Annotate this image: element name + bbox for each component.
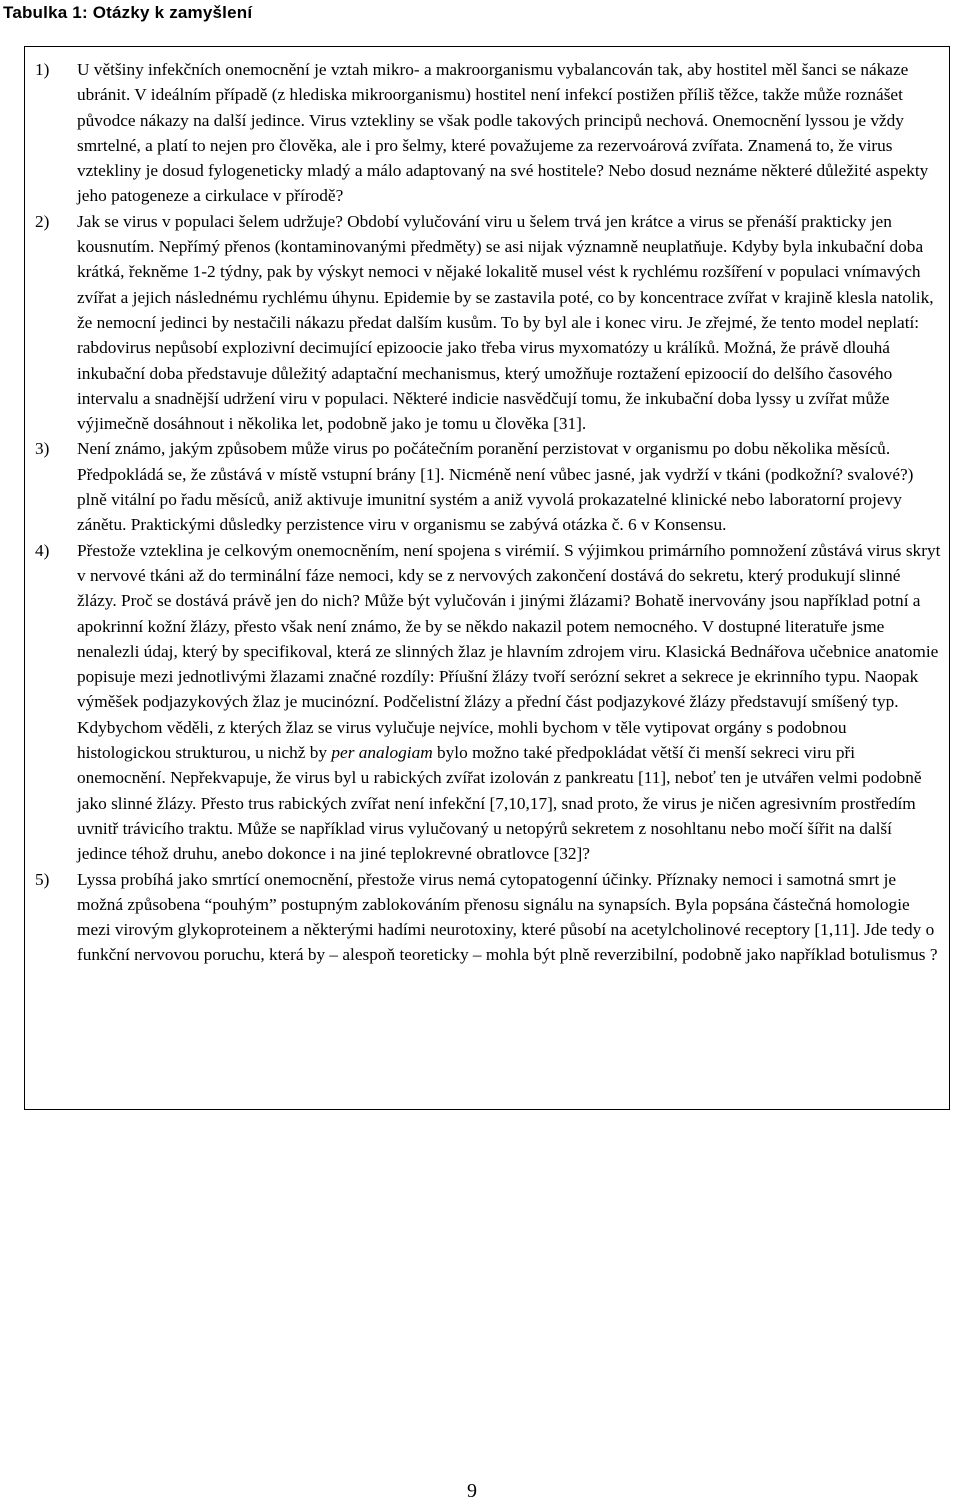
question-item	[25, 209, 941, 437]
question-number: 1)	[35, 60, 50, 79]
question-text	[77, 60, 928, 205]
table-caption: Tabulka 1: Otázky k zamyšlení	[3, 3, 253, 22]
questions-box	[24, 46, 950, 1110]
question-number: 4)	[35, 540, 50, 560]
text-segment: Jak se virus v populaci šelem udržuje? Období vylučování viru u šelem trvá jen krátce a virus se přenáší prakticky jen kousnutím. Nepřímý přenos (kontaminovanými předměty) se asi nijak významně neuplatňuje. Kdyby byla inkubační doba krátká, řekněme 1-2 týdny, pak by výskyt nemoci v nějaké lokalitě musel vést k rychlému rozšíření v populaci vnímavých zvířat a jejich následnému rychlému úhynu. Epidemie by se zastavila poté, co by koncentrace zvířat v krajině klesla natolik, že nemocní jedinci by nestačili nákazu předat dalším kusům. To by byl ale i konec viru. Je zřejmé, že tento model neplatí: rabdovirus nepůsobí explozivní decimující epizoocie jako třeba virus myxomatózy u králíků. Možná, že právě dlouhá inkubační doba představuje důležitý adaptační mechanismus, který umožňuje roztažení epizoocií do delšího časového intervalu a snadnější udržení viru v populaci. Některé indicie nasvědčují tomu, že inkubační doba lyssy u zvířat může výjimečně dosáhnout i několika let, podobně jako je tomu u člověka [31].	[77, 211, 934, 434]
text-segment: Lyssa probíhá jako smrtící onemocnění, přestože virus nemá cytopatogenní účinky. Příznaky nemoci i samotná smrt je možná způsobena “pouhým” postupným zablokováním přenosu signálu na synapsích. Byla popsána částečná homologie mezi virovým glykoproteinem a některými hadími neurotoxiny, které působí na acetylcholinové receptory [1,11]. Jde tedy o funkční nervovou poruchu, která by – alespoň teoreticky – mohla být plně reverzibilní, podobně jako například botulismus ?	[77, 869, 938, 965]
italic-term: per analogiam	[331, 743, 433, 763]
text-segment: bylo možno také předpokládat větší či menší sekreci viru při onemocnění. Nepřekvapuje, že virus byl u rabických zvířat izolován z pankreatu [11], neboť ten je utvářen velmi podobně jako slinné žlázy. Přesto trus rabických zvířat není infekční [7,10,17], snad proto, že virus je ničen agresivním prostředím uvnitř trávicího traktu. Může se například virus vylučovaný u netopýrů sekretem z nosohltanu nebo močí šířit na další jedince téhož druhu, anebo dokonce i na jiné teplokrevné obratlovce [32]?	[77, 743, 922, 864]
question-text	[77, 541, 940, 864]
question-item	[25, 867, 941, 968]
text-segment: Není známo, jakým způsobem může virus po počátečním poranění perzistovat v organismu po dobu několika měsíců. Předpokládá se, že zůstává v místě vstupní brány [1]. Nicméně není vůbec jasné, jak vydrží v tkáni (podkožní? svalové?) plně vitální po řadu měsíců, aniž aktivuje imunitní systém a aniž vyvolá prokazatelné klinické nebo laboratorní projevy zánětu. Praktickými důsledky perzistence viru v organismu se zabývá otázka č. 6 v Konsensu.	[77, 439, 914, 535]
question-text	[77, 212, 934, 433]
question-text	[77, 870, 938, 965]
page-number: 9	[467, 1480, 477, 1502]
question-number: 5)	[35, 869, 50, 889]
question-item	[25, 538, 941, 867]
text-segment: Přestože vzteklina je celkovým onemocněním, není spojena s virémií. S výjimkou primárního pomnožení zůstává virus skryt v nervové tkáni až do terminální fáze nemoci, kdy se z nervových zakončení dostává do sekretu, který produkují slinné žlázy. Proč se dostává právě jen do nich? Může být vylučován i jinými žlázami? Bohatě inervovány jsou například potní a apokrinní kožní žlázy, přesto však není známo, že by se někdo nakazil potem nemocného. V dostupné literatuře jsme nenalezli údaj, který by specifikoval, která ze slinných žlaz je hlavním zdrojem viru. Klasická Bednářova učebnice anatomie popisuje mezi jednotlivými žlazami značné rozdíly: Příušní žlázy tvoří serózní sekret a sekrece je ekrinního typu. Naopak výměšek podjazykových žlaz je mucinózní. Podčelistní žlázy a přední část podjazykové žlázy představují smíšený typ. Kdybychom věděli, z kterých žlaz se virus vylučuje nejvíce, mohli bychom v těle vytipovat orgány s podobnou histologickou strukturou, u nichž by	[77, 540, 941, 763]
question-number: 2)	[35, 211, 50, 231]
question-text	[77, 439, 913, 534]
text-segment: U většiny infekčních onemocnění je vztah mikro- a makroorganismu vybalancován tak, aby hostitel měl šanci se nákaze ubránit. V ideálním případě (z hlediska mikroorganismu) hostitel není infekcí postižen příliš těžce, takže může roznášet původce nákazy na další jedince. Virus vztekliny se však podle takových principů nechová. Onemocnění lyssou je vždy smrtelné, a platí to nejen pro člověka, ale i pro šelmy, které považujeme za rezervoárová zvířata. Znamená to, že virus vztekliny je dosud fylogeneticky mladý a málo adaptovaný na své hostitele? Nebo dosud neznáme některé důležité aspekty jeho patogeneze a cirkulace v přírodě?	[77, 60, 929, 206]
question-number: 3)	[35, 439, 50, 459]
question-item	[25, 436, 941, 537]
questions-list	[25, 47, 949, 968]
question-item	[25, 57, 941, 209]
